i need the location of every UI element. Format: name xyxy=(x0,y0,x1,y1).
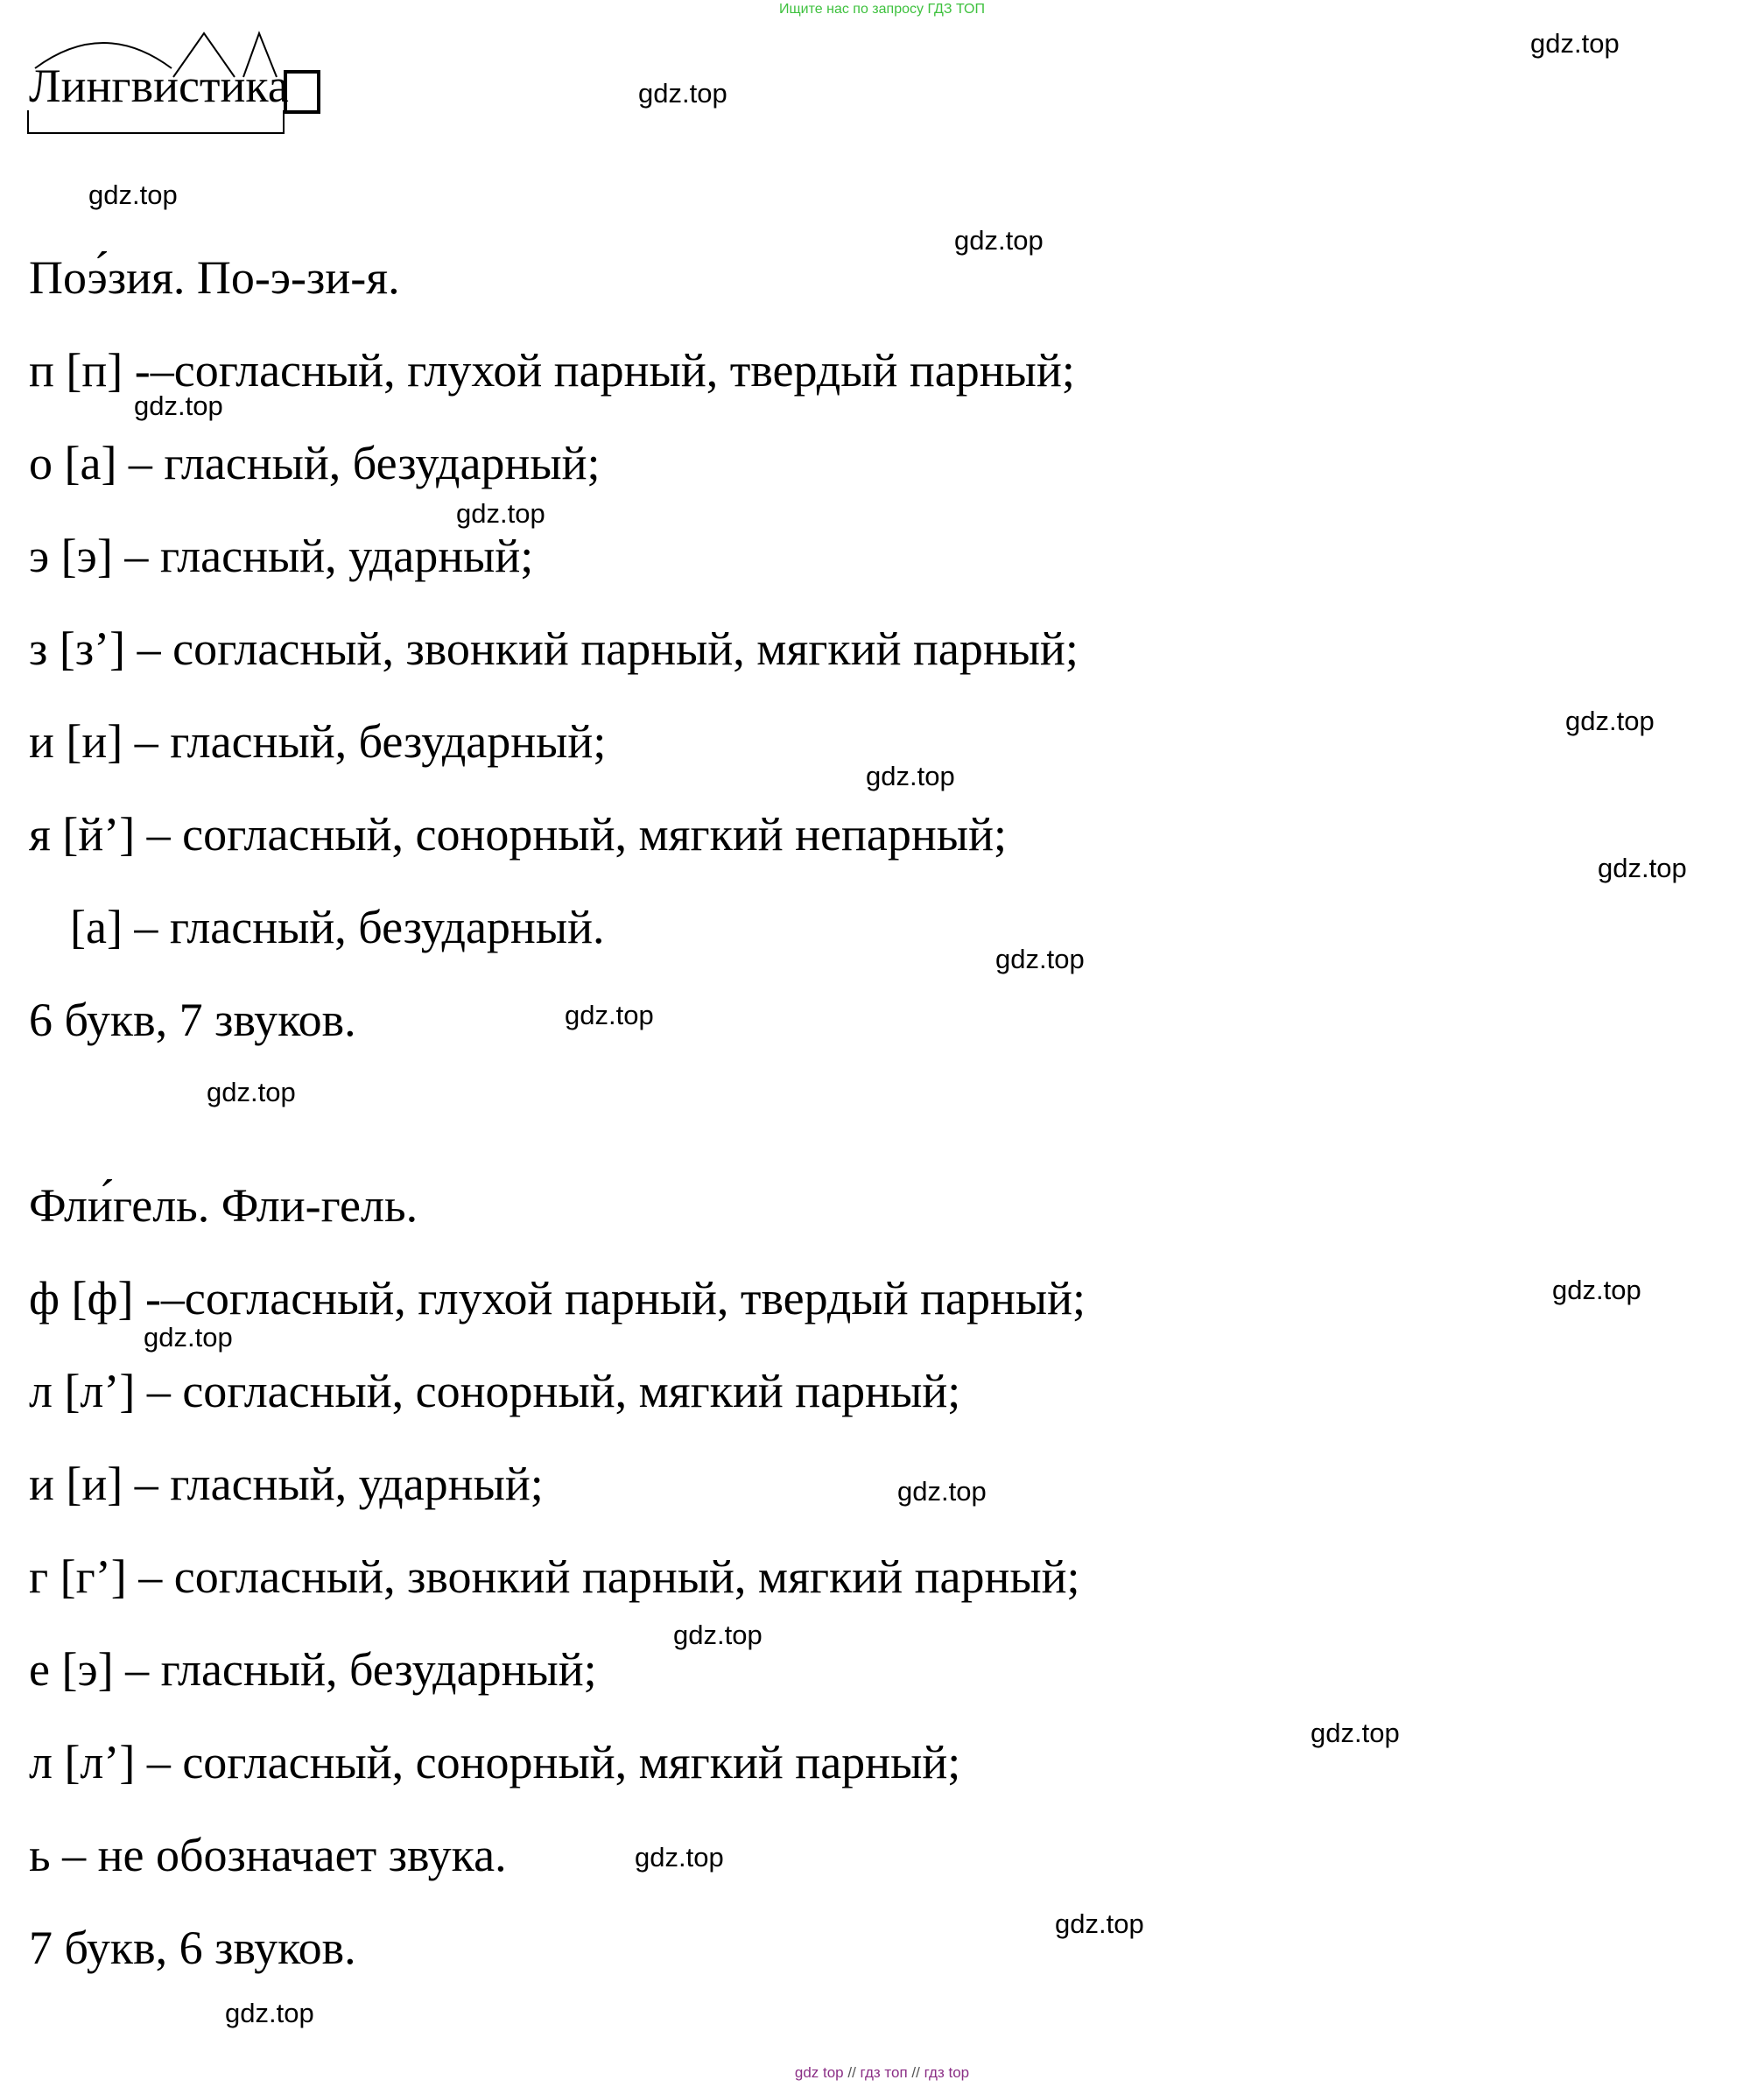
section1-line: э [э] – гласный, ударный; xyxy=(29,530,534,582)
watermark: gdz.top xyxy=(635,1842,724,1873)
section2-line: ь – не обозначает звука. xyxy=(29,1829,507,1881)
section1-line: з [з’] – согласный, звонкий парный, мягкий парный; xyxy=(29,622,1079,675)
footer-link[interactable]: гдз top xyxy=(924,2064,970,2081)
section2-line: г [г’] – согласный, звонкий парный, мягкий парный; xyxy=(29,1550,1080,1603)
section2-line: и [и] – гласный, ударный; xyxy=(29,1458,544,1510)
watermark: gdz.top xyxy=(954,225,1044,256)
footer-link[interactable]: gdz top xyxy=(794,2064,844,2081)
watermark: gdz.top xyxy=(565,1000,654,1030)
word-ending: а xyxy=(267,60,289,112)
section1-line: [а] – гласный, безударный. xyxy=(70,901,605,953)
footer xyxy=(0,2064,1764,2082)
analysed-word xyxy=(29,60,289,112)
section2-summary: 7 букв, 6 звуков. xyxy=(29,1922,356,1974)
word-stem: Лингвистик xyxy=(29,60,268,112)
watermark: gdz.top xyxy=(673,1620,763,1650)
section2-line: ф [ф] -–согласный, глухой парный, твердый парный; xyxy=(29,1272,1086,1325)
section2-line: е [э] – гласный, безударный; xyxy=(29,1643,597,1696)
watermark: gdz.top xyxy=(134,390,223,421)
section2-heading: Фли́гель. Фли-гель. xyxy=(29,1179,418,1232)
watermark: gdz.top xyxy=(638,78,727,109)
watermark: gdz.top xyxy=(897,1476,987,1507)
watermark: gdz.top xyxy=(1565,706,1655,736)
footer-link[interactable]: гдз топ xyxy=(860,2064,908,2081)
watermark: gdz.top xyxy=(995,944,1085,974)
watermark: gdz.top xyxy=(456,498,545,529)
section1-line: п [п] -–согласный, глухой парный, твердый парный; xyxy=(29,344,1075,397)
watermark: gdz.top xyxy=(866,761,955,791)
watermark: gdz.top xyxy=(1311,1718,1400,1748)
stem-bracket-mark xyxy=(28,110,284,133)
watermark: gdz.top xyxy=(1530,28,1620,59)
watermark: gdz.top xyxy=(225,1998,314,2028)
section2-line: л [л’] – согласный, сонорный, мягкий парный; xyxy=(29,1365,961,1417)
watermark: gdz.top xyxy=(88,179,178,210)
section2-line: л [л’] – согласный, сонорный, мягкий парный; xyxy=(29,1736,961,1788)
section1-line: я [й’] – согласный, сонорный, мягкий непарный; xyxy=(29,808,1007,861)
watermark: gdz.top xyxy=(207,1077,296,1107)
watermark: gdz.top xyxy=(1055,1908,1144,1939)
section1-line: о [а] – гласный, безударный; xyxy=(29,437,601,489)
watermark: gdz.top xyxy=(1552,1275,1641,1305)
watermark: gdz.top xyxy=(1598,853,1687,883)
watermark: gdz.top xyxy=(144,1322,233,1353)
top-banner: Ищите нас по запросу ГДЗ ТОП xyxy=(779,2,985,17)
section1-summary: 6 букв, 7 звуков. xyxy=(29,994,356,1046)
footer-separator: // xyxy=(847,2064,856,2081)
footer-separator: // xyxy=(911,2064,920,2081)
section1-line: и [и] – гласный, безударный; xyxy=(29,715,607,768)
ending-box-mark xyxy=(285,72,319,112)
section1-heading: Поэ́зия. По-э-зи-я. xyxy=(29,251,400,304)
